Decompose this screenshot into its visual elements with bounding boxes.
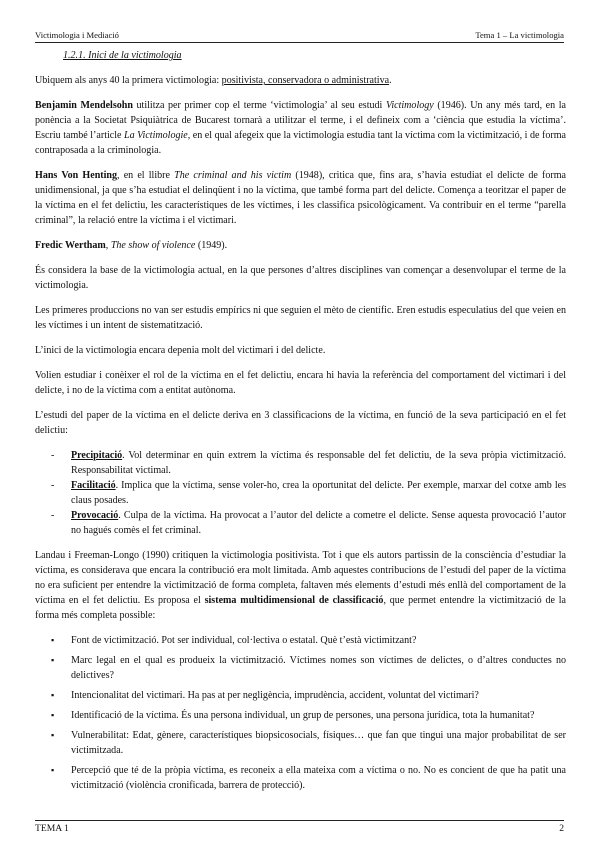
list-item: ▪ Font de victimització. Pot ser individual, col·lectiva o estatal. Què t’està victimitzant? (71, 633, 566, 648)
author-name: Hans Von Henting (35, 170, 118, 181)
list-item: ▪ Vulnerabilitat: Edat, gènere, característiques biopsicosocials, físiques… que fan que tingui una major probabilitat de ser victimitzada. (71, 728, 566, 758)
text-span: , que permet entendre la victimització de la forma més completa possible: (35, 595, 566, 621)
list-term: Provocació (71, 510, 119, 521)
header-right: Tema 1 – La victimologia (475, 30, 564, 40)
author-name: Benjamin Mendelsohn (35, 100, 133, 111)
page-number: 2 (559, 823, 564, 834)
list-text: . Culpa de la víctima. Ha provocat a l’autor del delicte a cometre el delicte. Sense aquesta provocació l’autor no hagués comès el fet criminal. (71, 510, 566, 536)
text-span: utilitza per primer cop el terme ‘victimologia’ al seu estudi (132, 100, 386, 111)
paragraph-productions: Les primeres produccions no van ser estudis empírics ni que seguien el mèto de científic. Eren estudis especulatius del que veien en les víctimes i un intent de sistematització. (35, 305, 566, 331)
paragraph-role: Volien estudiar i conèixer el rol de la víctima en el fet delictiu, encara hi havia la referència del comportament del victimari i del delicte, i no de la víctima com a entitat autònoma. (35, 370, 566, 396)
header-left: Victimologia i Mediació (35, 30, 119, 40)
paragraph-classifications: L’estudi del paper de la víctima en el delicte deriva en 3 classificacions de la víctima, en funció de la seva participació en el fet delictiu: (35, 410, 566, 436)
page-content (35, 48, 566, 798)
list-item: ▪ Marc legal en el qual es produeix la victimització. Víctimes nomes son víctimes de delictes, o d’altres conductes no delictives? (71, 653, 566, 683)
paragraph-victimari: L’inici de la victimologia encara depenia molt del victimari i del delicte. (35, 345, 326, 356)
work-title: The show of violence (110, 240, 196, 251)
list-item: ▪ Identificació de la víctima. És una persona individual, un grup de persones, una persona jurídica, tota la humanitat? (71, 708, 566, 723)
text-span: (1948), critica que, fins ara, s’havia estudiat el delicte de forma unidimensional, ja que s’ha estudiat el delinqüent i no la víctima, que també forma part del delicte. Comença a teoritzar el paper de la víctima en el fet delictiu, les característiques de les víctimes, i les classifica psicològicament. Va contribuir en el terme “parella criminal”, la relació entre la víctima i el victimari. (35, 170, 567, 226)
paragraph-base: És considera la base de la victimologia actual, en la que persones d’altres disciplines van començar a desenvolupar el terme de la victimologia. (35, 265, 566, 291)
list-text: . Vol determinar en quin extrem la víctima és responsable del fet delictiu, de la seva pròpia victimització. Responsabilitat victimal. (71, 450, 566, 476)
list-term: Precipitació (71, 450, 123, 461)
paragraph-intro (35, 73, 566, 88)
text-span: Landau i Freeman-Longo (1990) critiquen la victimologia positivista. Tot i que els autors partissin de la consciència d’estudiar la víctima, es considerava que encara la contribució era molt limitada. Amb aquestes contribucions de l’estudi del paper de la víctima no era suficient per entendre la victimització de forma completa, faltaven més elements d’estudi més enllà del comportament de la víctima en el fet delictiu. Es proposa el (35, 550, 566, 606)
list-item (71, 478, 566, 508)
author-name: Fredic Wertham (35, 240, 106, 251)
footer-left: TEMA 1 (35, 823, 69, 834)
paragraph-landau (35, 548, 566, 623)
intro-end: . (389, 75, 392, 86)
list-item: ▪ Intencionalitat del victimari. Ha pas at per negligència, imprudència, accident, voluntat del victimari? (71, 688, 566, 703)
text-span: (1946). Un any més tard, en la ponència a la Societat Psiquiàtrica de Bucarest tornarà a utilitzar el terme, i el defineix com a ‘ciència que estudia la víctima’. Escriu també l’article (35, 100, 567, 141)
text-span: en el qual afegeix que la victimologia estudia tant la víctima com la victimització, i de forma contraposada a la criminologia. (35, 130, 566, 156)
list-item (71, 508, 566, 538)
list-item (71, 448, 566, 478)
text-span: (1949). (195, 240, 228, 251)
classification-list (35, 448, 566, 538)
text-span: , en el llibre (117, 170, 175, 181)
intro-text: Ubiquem als anys 40 la primera victimologia: (35, 75, 222, 86)
list-item: ▪ Percepció que té de la pròpia víctima, es reconeix a ella mateixa com a víctima o no. No es concient de que ha patit una victimització (violència cronificada, barrera de protecció). (71, 763, 566, 793)
list-term: Facilitació (71, 480, 116, 491)
paragraph-henting (35, 168, 566, 228)
work-title: The criminal and his victim (174, 170, 292, 181)
section-subtitle: 1.2.1. Inici de la victimologia (63, 50, 182, 61)
page-footer (35, 820, 564, 834)
bold-term: sistema multidimensional de classificació (204, 595, 384, 606)
page-header (35, 30, 564, 43)
paragraph-wertham (35, 238, 566, 253)
paragraph-mendelsohn (35, 98, 566, 158)
text-span: , (105, 240, 111, 251)
work-title: Victimology (385, 100, 434, 111)
list-text: . Implica que la víctima, sense voler-ho, crea la oportunitat del delicte. Per exemple, marxar del cotxe amb les claus posades. (71, 480, 566, 506)
intro-underlined: positivista, conservadora o administrativa (221, 75, 390, 86)
work-title: La Victimologie, (124, 130, 191, 141)
multidimensional-list (35, 633, 566, 793)
